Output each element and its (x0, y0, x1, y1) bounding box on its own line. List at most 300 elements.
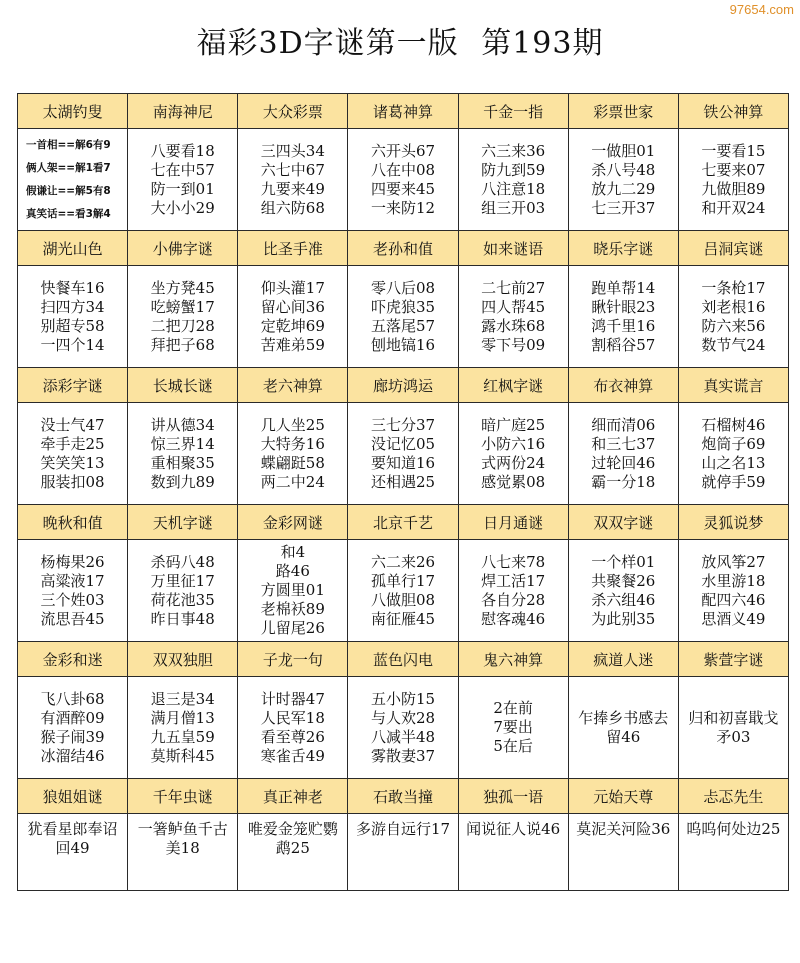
riddle-cell (238, 403, 348, 505)
riddle-line: 慰客魂46 (481, 609, 546, 628)
riddle-line: 一箸鲈鱼千古美18 (137, 820, 228, 857)
source-name-cell (128, 94, 238, 129)
source-name: 南海神尼 (152, 102, 213, 121)
source-name: 蓝色闪电 (372, 650, 433, 669)
riddle-cell (18, 129, 128, 231)
riddle-line: 七要来07 (701, 160, 766, 179)
source-name: 疯道人迷 (593, 650, 654, 669)
header-row (18, 231, 789, 266)
riddle-line: 莫泥关河险36 (576, 820, 671, 838)
riddle-line: 数节气24 (701, 335, 766, 354)
source-name-cell (238, 505, 348, 540)
riddle-line: 为此别35 (591, 609, 656, 628)
riddle-lines (701, 553, 765, 629)
riddle-line: 多游自远行17 (355, 820, 451, 838)
riddle-cell (238, 814, 348, 891)
riddle-line: 呜呜何处边25 (686, 820, 781, 838)
source-name: 千年虫谜 (152, 787, 213, 806)
riddle-cell (18, 677, 128, 779)
riddle-line: 重相聚35 (150, 453, 215, 472)
riddle-line: 三四头34 (260, 141, 325, 160)
riddle-line: 二把刀28 (150, 316, 215, 335)
source-name: 比圣手准 (262, 239, 323, 258)
riddle-line: 鸿千里16 (591, 316, 656, 335)
riddle-line: 一四个14 (40, 335, 105, 354)
riddle-cell (568, 677, 678, 779)
source-name-cell (458, 779, 568, 814)
riddle-line: 四要来45 (370, 179, 436, 198)
riddle-line: 瞅针眼23 (591, 297, 656, 316)
source-name: 铁公神算 (703, 102, 764, 121)
riddle-line: 过轮回46 (591, 453, 656, 472)
riddle-lines (151, 142, 215, 218)
riddle-line: 有酒醉09 (40, 708, 105, 727)
riddle-line: 苦难弟59 (260, 335, 325, 354)
content-row (18, 266, 789, 368)
riddle-lines (135, 820, 231, 858)
header-row (18, 505, 789, 540)
riddle-line: 八七来78 (481, 552, 546, 571)
riddle-lines (371, 142, 435, 218)
source-name-cell (18, 642, 128, 677)
source-name-cell (348, 94, 458, 129)
riddle-line: 零下号09 (481, 335, 546, 354)
riddle-line: 焊工活17 (481, 571, 546, 590)
riddle-cell (128, 129, 238, 231)
riddle-lines (245, 820, 341, 858)
riddle-line: 大特务16 (260, 434, 325, 453)
source-name-cell (348, 642, 458, 677)
riddle-lines (701, 416, 765, 492)
riddle-cell (128, 403, 238, 505)
riddle-lines (151, 416, 215, 492)
source-name-cell (238, 779, 348, 814)
riddle-line: 防六来56 (701, 316, 766, 335)
riddle-cell (238, 266, 348, 368)
riddle-cell (348, 129, 458, 231)
riddle-line: 三七分37 (370, 415, 436, 434)
riddle-lines (371, 553, 435, 629)
riddle-line: 感觉累08 (481, 472, 546, 491)
riddle-line: 防九到59 (481, 160, 546, 179)
riddle-line: 五小防15 (370, 689, 436, 708)
riddle-cell (18, 540, 128, 642)
riddle-line: 五落尾57 (370, 316, 436, 335)
riddle-line: 八减半48 (370, 727, 436, 746)
riddle-line: 雾散妻37 (370, 746, 436, 765)
riddle-line: 快餐车16 (40, 278, 105, 297)
source-name: 双双独胆 (152, 650, 213, 669)
riddle-line: 七在中57 (150, 160, 215, 179)
riddle-line: 没士气47 (40, 415, 105, 434)
source-name: 子龙一句 (262, 650, 323, 669)
riddle-cell (238, 129, 348, 231)
source-name-cell (568, 505, 678, 540)
source-name: 金彩网谜 (262, 513, 323, 532)
riddle-line: 假谦让==解5有8 (26, 184, 111, 197)
source-name: 天机字谜 (152, 513, 213, 532)
riddle-line: 一条枪17 (701, 278, 766, 297)
riddle-cell (128, 814, 238, 891)
content-row (18, 403, 789, 505)
source-name-cell (678, 94, 788, 129)
source-name-cell (18, 231, 128, 266)
riddle-line: 八注意18 (481, 179, 546, 198)
riddle-grid (17, 93, 789, 891)
riddle-lines (493, 699, 533, 756)
riddle-cell (458, 677, 568, 779)
riddle-cell (678, 677, 788, 779)
riddle-lines (355, 820, 451, 839)
riddle-line: 组三开03 (481, 198, 546, 217)
source-name: 添彩字谜 (42, 376, 103, 395)
riddle-line: 7要出 (493, 718, 533, 736)
riddle-line: 仰头灌17 (260, 278, 325, 297)
riddle-line: 跑单帮14 (591, 278, 656, 297)
riddle-lines (575, 709, 671, 747)
source-name: 布衣神算 (593, 376, 654, 395)
riddle-line: 两二中24 (260, 472, 325, 491)
riddle-line: 唯爱金笼贮鹦鹉25 (247, 820, 338, 857)
riddle-cell (458, 540, 568, 642)
riddle-line: 看至尊26 (260, 727, 325, 746)
riddle-cell (458, 814, 568, 891)
source-name-cell (678, 368, 788, 403)
riddle-lines (701, 142, 765, 218)
riddle-line: 几人坐25 (260, 415, 325, 434)
riddle-line: 割稻谷57 (591, 335, 656, 354)
riddle-cell (238, 677, 348, 779)
riddle-line: 七三开37 (591, 198, 656, 217)
riddle-lines (261, 416, 325, 492)
source-name: 真正神老 (262, 787, 323, 806)
source-name-cell (128, 231, 238, 266)
source-name-cell (568, 779, 678, 814)
source-name-cell (128, 368, 238, 403)
source-name: 北京千艺 (372, 513, 433, 532)
riddle-lines (261, 279, 325, 355)
riddle-line: 大小小29 (150, 198, 215, 217)
riddle-cell (568, 540, 678, 642)
source-name-cell (128, 779, 238, 814)
source-name-cell (348, 505, 458, 540)
riddle-lines (41, 416, 105, 492)
riddle-cell (348, 266, 458, 368)
riddle-lines (591, 416, 655, 492)
source-name: 灵狐说梦 (703, 513, 764, 532)
source-name-cell (458, 368, 568, 403)
source-name-cell (458, 94, 568, 129)
header-row (18, 94, 789, 129)
source-name-cell (238, 231, 348, 266)
riddle-line: 惊三界14 (150, 434, 215, 453)
riddle-line: 留心间36 (260, 297, 325, 316)
source-name: 双双字谜 (593, 513, 654, 532)
header-row (18, 642, 789, 677)
page-title (0, 18, 800, 62)
riddle-cell (128, 677, 238, 779)
riddle-cell (568, 403, 678, 505)
riddle-lines (465, 820, 561, 839)
riddle-line: 三个姓03 (40, 590, 105, 609)
riddle-line: 六三来36 (481, 141, 546, 160)
source-name: 元始天尊 (593, 787, 654, 806)
riddle-cell (678, 814, 788, 891)
source-name-cell (348, 779, 458, 814)
riddle-cell (678, 403, 788, 505)
riddle-cell (458, 129, 568, 231)
content-row (18, 129, 789, 231)
source-name-cell (18, 368, 128, 403)
source-name-cell (238, 368, 348, 403)
source-name: 太湖钓叟 (42, 102, 103, 121)
riddle-line: 儿留尾26 (260, 619, 325, 637)
riddle-line: 别超专58 (40, 316, 105, 335)
riddle-lines (41, 690, 105, 766)
riddle-line: 服装扣08 (40, 472, 105, 491)
riddle-lines (151, 553, 215, 629)
source-name-cell (568, 94, 678, 129)
source-name-cell (678, 642, 788, 677)
riddle-line: 寒雀舌49 (260, 746, 325, 765)
riddle-line: 莫斯科45 (150, 746, 215, 765)
header-row (18, 368, 789, 403)
riddle-line: 二七前27 (481, 278, 546, 297)
riddle-line: 刘老根16 (701, 297, 766, 316)
riddle-line: 荷花池35 (150, 590, 215, 609)
riddle-cell (458, 266, 568, 368)
header-row (18, 779, 789, 814)
source-name: 彩票世家 (593, 102, 654, 121)
riddle-lines (575, 820, 671, 839)
riddle-line: 归和初喜戢戈矛03 (688, 708, 779, 746)
riddle-line: 水里游18 (701, 571, 766, 590)
riddle-line: 方圆里01 (260, 581, 325, 599)
source-name-cell (678, 231, 788, 266)
riddle-line: 配四六46 (701, 590, 766, 609)
source-name-cell (238, 94, 348, 129)
riddle-cell (348, 540, 458, 642)
riddle-line: 真笑话==看3解4 (26, 207, 111, 220)
riddle-lines (41, 279, 105, 355)
riddle-line: 闻说征人说46 (466, 820, 561, 838)
riddle-line: 八要看18 (150, 141, 215, 160)
source-name-cell (128, 642, 238, 677)
riddle-cell (678, 540, 788, 642)
riddle-cell (568, 266, 678, 368)
riddle-line: 2在前 (493, 699, 533, 717)
riddle-line: 一做胆01 (591, 141, 656, 160)
riddle-line: 各自分28 (481, 590, 546, 609)
riddle-line: 犹看星郎奉诏回49 (27, 820, 118, 857)
riddle-line: 四人帮45 (481, 297, 546, 316)
content-row (18, 540, 789, 642)
riddle-line: 组六防68 (260, 198, 325, 217)
riddle-line: 式两份24 (481, 453, 546, 472)
riddle-line: 拜把子68 (150, 335, 215, 354)
source-name-cell (18, 779, 128, 814)
source-name: 日月通谜 (483, 513, 544, 532)
riddle-line: 刨地镐16 (370, 335, 436, 354)
riddle-line: 八做胆08 (370, 590, 436, 609)
riddle-line: 孤单行17 (370, 571, 436, 590)
source-name: 湖光山色 (42, 239, 103, 258)
riddle-lines (481, 416, 545, 492)
source-name-cell (18, 94, 128, 129)
source-name: 长城长谜 (152, 376, 213, 395)
source-name: 红枫字谜 (483, 376, 544, 395)
source-name: 紫萱字谜 (703, 650, 764, 669)
riddle-cell (568, 129, 678, 231)
riddle-line: 没记忆05 (370, 434, 436, 453)
source-name: 忐忑先生 (703, 787, 764, 806)
riddle-lines (591, 553, 655, 629)
title-main: 福彩3D字谜第一版 (196, 26, 459, 61)
riddle-lines (261, 543, 325, 638)
riddle-lines (685, 820, 781, 839)
source-name: 金彩和迷 (42, 650, 103, 669)
riddle-line: 吓虎狼35 (370, 297, 436, 316)
riddle-line: 要知道16 (370, 453, 436, 472)
source-name-cell (458, 505, 568, 540)
riddle-lines (25, 820, 121, 858)
riddle-line: 坐方凳45 (150, 278, 215, 297)
riddle-line: 人民军18 (260, 708, 325, 727)
source-name: 小佛字谜 (152, 239, 213, 258)
riddle-line: 和开双24 (701, 198, 766, 217)
riddle-line: 杨梅果26 (40, 552, 105, 571)
riddle-cell (18, 266, 128, 368)
riddle-line: 扫四方34 (40, 297, 105, 316)
riddle-lines (41, 553, 105, 629)
riddle-lines (371, 416, 435, 492)
riddle-line: 小防六16 (481, 434, 546, 453)
riddle-line: 石榴树46 (701, 415, 766, 434)
riddle-line: 计时器47 (260, 689, 325, 708)
riddle-line: 吃螃蟹17 (150, 297, 215, 316)
riddle-line: 霸一分18 (591, 472, 656, 491)
riddle-line: 六开头67 (370, 141, 436, 160)
source-name: 大众彩票 (262, 102, 323, 121)
riddle-line: 退三是34 (150, 689, 215, 708)
riddle-lines (261, 690, 325, 766)
source-name-cell (568, 231, 678, 266)
riddle-line: 一要看15 (701, 141, 766, 160)
riddle-line: 冰溜结46 (40, 746, 105, 765)
source-name: 晓乐字谜 (593, 239, 654, 258)
riddle-line: 5在后 (493, 737, 533, 755)
source-name-cell (238, 642, 348, 677)
source-name: 晚秋和值 (42, 513, 103, 532)
riddle-line: 飞八卦68 (40, 689, 105, 708)
riddle-line: 思酒义49 (701, 609, 766, 628)
riddle-line: 与人欢28 (370, 708, 436, 727)
riddle-line: 炮筒子69 (701, 434, 766, 453)
riddle-line: 杀八号48 (591, 160, 656, 179)
riddle-line: 和4 (280, 543, 306, 561)
content-row (18, 677, 789, 779)
riddle-line: 零八后08 (370, 278, 436, 297)
source-name-cell (678, 779, 788, 814)
riddle-lines (685, 709, 781, 747)
source-name: 千金一指 (483, 102, 544, 121)
source-name-cell (128, 505, 238, 540)
source-name: 独孤一语 (483, 787, 544, 806)
riddle-line: 老棉袄89 (260, 600, 325, 618)
source-name-cell (348, 231, 458, 266)
source-name: 老孙和值 (372, 239, 433, 258)
riddle-line: 防一到01 (150, 179, 215, 198)
riddle-line: 山之名13 (701, 453, 766, 472)
riddle-line: 满月僧13 (150, 708, 215, 727)
riddle-cell (458, 403, 568, 505)
riddle-line: 细而清06 (591, 415, 656, 434)
riddle-line: 九要来49 (260, 179, 325, 198)
riddle-lines (481, 553, 545, 629)
riddle-line: 南征雁45 (370, 609, 436, 628)
riddle-line: 九做胆89 (701, 179, 766, 198)
riddle-line: 讲从德34 (150, 415, 215, 434)
riddle-line: 路46 (275, 562, 310, 580)
riddle-line: 杀六组46 (591, 590, 656, 609)
riddle-line: 定乾坤69 (260, 316, 325, 335)
riddle-lines (151, 279, 215, 355)
riddle-line: 蝶翩跹58 (260, 453, 325, 472)
source-name: 石敢当撞 (372, 787, 433, 806)
riddle-cell (238, 540, 348, 642)
riddle-lines (261, 142, 325, 218)
source-name-cell (678, 505, 788, 540)
riddle-cell (348, 403, 458, 505)
source-name: 吕洞宾谜 (703, 239, 764, 258)
content-row (18, 814, 789, 891)
riddle-line: 一个样01 (591, 552, 656, 571)
riddle-cell (348, 814, 458, 891)
riddle-lines (481, 279, 545, 355)
riddle-line: 暗广庭25 (481, 415, 546, 434)
riddle-lines (591, 279, 655, 355)
riddle-line: 就停手59 (701, 472, 766, 491)
riddle-cell (678, 129, 788, 231)
riddle-cell (568, 814, 678, 891)
riddle-line: 一首相==解6有9 (26, 138, 111, 151)
source-name: 廊坊鸿运 (372, 376, 433, 395)
riddle-line: 乍捧乡书感去留46 (578, 708, 669, 746)
riddle-line: 笑笑笑13 (40, 453, 105, 472)
riddle-line: 六七中67 (260, 160, 325, 179)
source-name: 狼姐姐谜 (42, 787, 103, 806)
riddle-line: 九五皇59 (150, 727, 215, 746)
riddle-line: 俩人架==解1看7 (26, 161, 111, 174)
riddle-line: 数到九89 (150, 472, 215, 491)
riddle-cell (128, 540, 238, 642)
riddle-line: 放九二29 (591, 179, 656, 198)
riddle-lines (481, 142, 545, 218)
source-name: 老六神算 (262, 376, 323, 395)
riddle-line: 放风筝27 (701, 552, 766, 571)
riddle-line: 流思吾45 (40, 609, 105, 628)
riddle-line: 一来防12 (370, 198, 436, 217)
source-name: 诸葛神算 (372, 102, 433, 121)
riddle-line: 高粱液17 (40, 571, 105, 590)
riddle-cell (18, 814, 128, 891)
riddle-line: 和三七37 (591, 434, 656, 453)
riddle-cell (128, 266, 238, 368)
riddle-line: 八在中08 (370, 160, 436, 179)
riddle-lines (371, 690, 435, 766)
riddle-line: 杀码八48 (150, 552, 215, 571)
riddle-lines (701, 279, 765, 355)
